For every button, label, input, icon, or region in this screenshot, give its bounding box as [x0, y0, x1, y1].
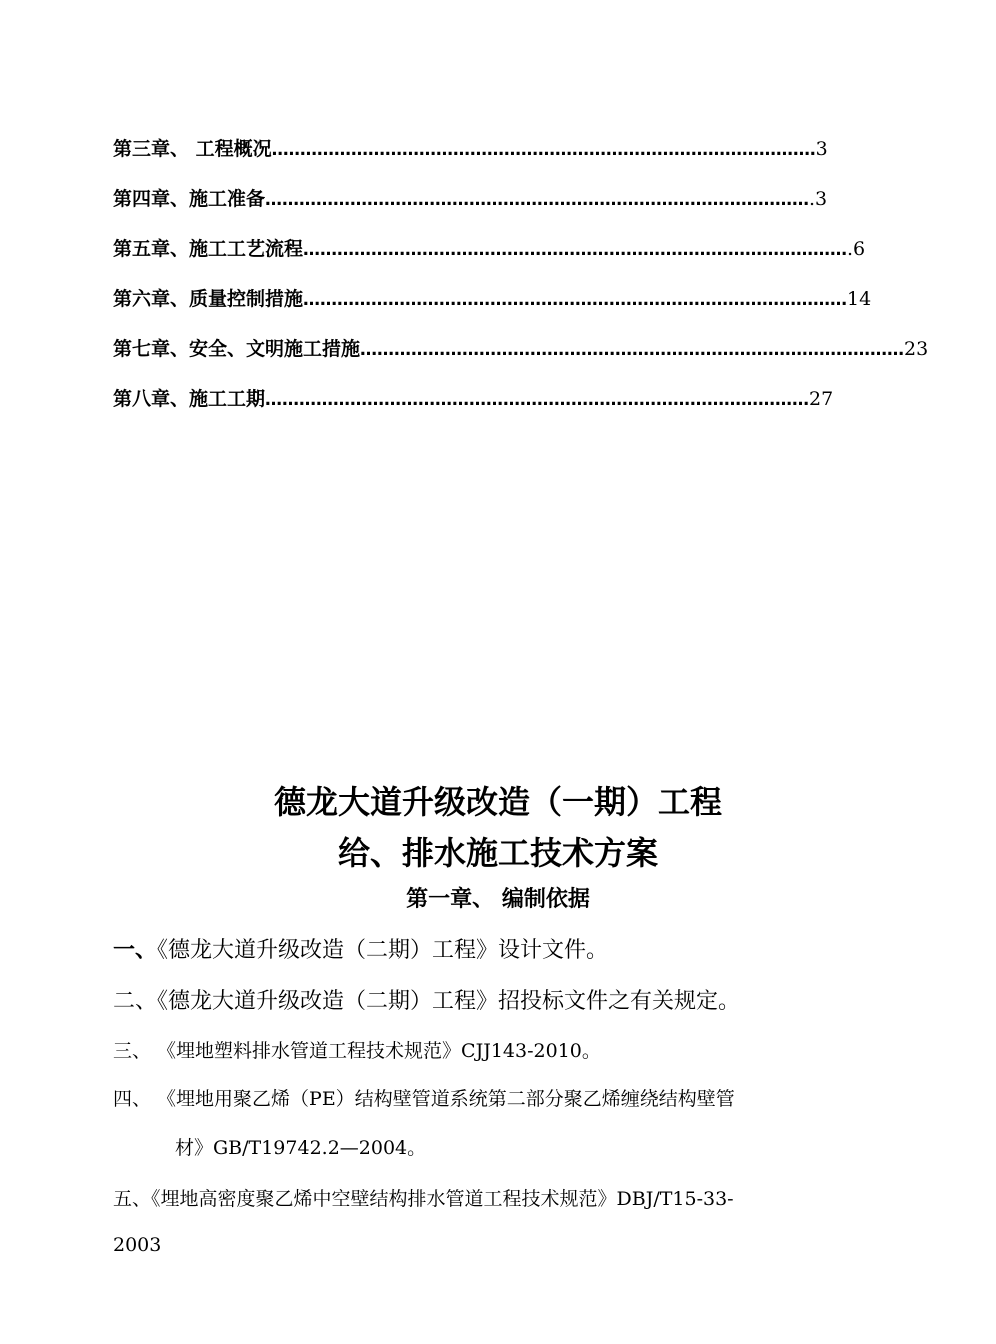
toc-entry[interactable]: [113, 184, 828, 216]
toc-entry-page: 23: [904, 338, 929, 360]
basis-item-number: 二、: [113, 989, 158, 1014]
toc-entry-page: .3: [809, 188, 828, 210]
toc-entry[interactable]: [113, 234, 866, 266]
toc-entry[interactable]: [113, 284, 872, 316]
basis-item-number: 四、: [113, 1088, 152, 1110]
toc-entry-title: 第七章、安全、文明施工措施: [113, 338, 361, 360]
toc-entry-title: 第六章、质量控制措施: [113, 288, 304, 310]
basis-item-number: 三、: [113, 1040, 152, 1062]
toc-entry-title: 第五章、施工工艺流程: [113, 238, 304, 260]
basis-item-number: 五、: [113, 1188, 152, 1210]
basis-item-text: 2003: [113, 1234, 162, 1256]
basis-item-continuation: [175, 1133, 426, 1160]
basis-item-text: 《德龙大道升级改造（二期）工程》设计文件。: [157, 938, 609, 963]
basis-item-text: 《埋地用聚乙烯（PE）结构壁管道系统第二部分聚乙烯缠绕结构壁管: [151, 1088, 735, 1110]
basis-item-text: 《埋地高密度聚乙烯中空壁结构排水管道工程技术规范》DBJ/T15-33-: [151, 1188, 734, 1210]
toc-leader-dots: ……………………………………………………………………………………: [271, 140, 816, 160]
basis-item: [113, 1184, 734, 1211]
toc-leader-dots: ……………………………………………………………………………………: [303, 240, 848, 260]
toc-entry-title: 第八章、施工工期: [113, 388, 266, 410]
basis-item-text: 《埋地塑料排水管道工程技术规范》CJJ143-2010。: [151, 1040, 601, 1062]
toc-leader-dots: ……………………………………………………………………………………: [265, 190, 810, 210]
toc-entry-page: .6: [847, 238, 866, 260]
basis-item-text: 《德龙大道升级改造（二期）工程》招投标文件之有关规定。: [157, 989, 741, 1014]
chapter-heading: 第一章、 编制依据: [406, 887, 590, 912]
toc-leader-dots: ……………………………………………………………………………………: [360, 340, 905, 360]
toc-entry-page: 14: [847, 288, 872, 310]
toc-entry-page: 27: [809, 388, 834, 410]
basis-item-continuation: [113, 1234, 161, 1256]
basis-item: [113, 1084, 735, 1111]
basis-item: [113, 1036, 601, 1063]
basis-item-text: 材》GB/T19742.2—2004。: [175, 1137, 427, 1159]
toc-entry[interactable]: [113, 384, 834, 416]
toc-entry[interactable]: [113, 134, 828, 166]
document-title-line-2: 给、排水施工技术方案: [337, 834, 658, 872]
toc-entry-title: 第三章、 工程概况: [113, 138, 272, 160]
basis-item: [113, 984, 740, 1015]
toc-leader-dots: ……………………………………………………………………………………: [303, 290, 848, 310]
basis-item-number: 一、: [113, 938, 158, 963]
basis-item: [113, 933, 608, 964]
toc-leader-dots: ……………………………………………………………………………………: [265, 390, 810, 410]
document-title-line-1: 德龙大道升级改造（一期）工程: [273, 783, 722, 821]
toc-entry-title: 第四章、施工准备: [113, 188, 266, 210]
toc-entry-page: 3: [815, 138, 828, 160]
toc-entry[interactable]: [113, 334, 929, 366]
